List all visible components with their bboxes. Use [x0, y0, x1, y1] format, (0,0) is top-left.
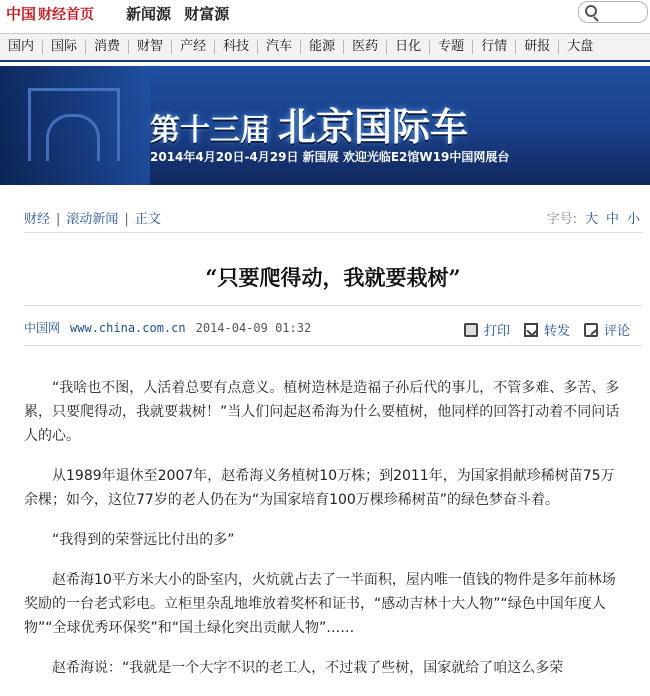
- nav-item-domestic[interactable]: 国内: [0, 40, 43, 54]
- gate-graphic: [0, 66, 150, 185]
- share-button[interactable]: [524, 320, 570, 339]
- nav-item-industry[interactable]: 产经: [172, 40, 215, 54]
- title-divider: [24, 305, 642, 306]
- top-links: [126, 3, 237, 24]
- font-size-large[interactable]: 大: [584, 212, 598, 227]
- channel-nav: [0, 33, 650, 62]
- article-meta: [24, 319, 311, 336]
- nav-item-market[interactable]: 行情: [473, 40, 516, 54]
- logo-main: 中国: [6, 5, 37, 23]
- search-icon[interactable]: [585, 5, 597, 17]
- breadcrumb-rolling-news[interactable]: 滚动新闻: [66, 212, 119, 227]
- share-label: 转发: [543, 324, 570, 339]
- comment-label: 评论: [603, 324, 630, 339]
- nav-item-consumption[interactable]: 消费: [86, 40, 129, 54]
- banner-title-event: 北京国际车: [278, 105, 469, 149]
- print-button[interactable]: [464, 320, 510, 339]
- font-size-label: 字号:: [546, 212, 577, 227]
- article-paragraph: “我啥也不图，人活着总要有点意义。植树造林是造福子孙后代的事儿，不管多难、多苦、多累，只要爬得动，我就要栽树！”当人们问起赵希海为什么要植树，他同样的回答打动着不同问话人的心。: [24, 380, 620, 444]
- nav-item-international[interactable]: 国际: [43, 40, 86, 54]
- article-body: [24, 376, 624, 696]
- nav-item-tech[interactable]: 科技: [215, 40, 258, 54]
- breadcrumb-separator: |: [124, 212, 129, 227]
- breadcrumb-current: 正文: [134, 212, 161, 227]
- nav-item-chemicals[interactable]: 日化: [387, 40, 430, 54]
- article-title: “只要爬得动，我就要栽树”: [205, 265, 461, 290]
- article-paragraph: 赵希海10平方米大小的卧室内，火炕就占去了一半面积，屋内唯一值钱的物件是多年前林场奖励的一台老式彩电。立柜里杂乱地堆放着奖杯和证书，“感动吉林十大人物”“绿色中国年度人物”“全球优秀环保奖”和“国土绿化突出贡献人物”……: [24, 572, 616, 636]
- article-paragraph: 从1989年退休至2007年，赵希海义务植树10万株；到2011年，为国家捐献珍稀树苗75万余棵；如今，这位77岁的老人仍在为“为国家培育100万棵珍稀树苗”的绿色梦奋斗着。: [24, 468, 615, 508]
- breadcrumb-separator: |: [56, 212, 61, 227]
- top-link-news-source[interactable]: 新闻源: [126, 5, 172, 23]
- site-logo[interactable]: [6, 3, 94, 24]
- printer-icon: [464, 323, 478, 337]
- nav-item-energy[interactable]: 能源: [301, 40, 344, 54]
- search-input[interactable]: [578, 1, 648, 23]
- top-link-wealth-source[interactable]: 财富源: [184, 5, 230, 23]
- article-site[interactable]: www.china.com.cn: [70, 321, 186, 335]
- article-paragraph: 赵希海说：“我就是一个大字不识的老工人，不过栽了些树，国家就给了咱这么多荣: [52, 660, 564, 676]
- nav-item-research[interactable]: 研报: [516, 40, 559, 54]
- meta-divider: [24, 345, 642, 346]
- article-datetime: 2014-04-09 01:32: [195, 321, 312, 335]
- print-label: 打印: [483, 324, 510, 339]
- nav-item-auto[interactable]: 汽车: [258, 40, 301, 54]
- article-tools: [450, 320, 630, 339]
- header-divider: [24, 232, 642, 233]
- forward-icon: [524, 323, 538, 337]
- nav-item-special[interactable]: 专题: [430, 40, 473, 54]
- logo-sub: 财经首页: [38, 7, 95, 23]
- font-size-small[interactable]: 小: [626, 212, 640, 227]
- article-source[interactable]: 中国网: [24, 321, 61, 335]
- banner-title: [150, 96, 468, 151]
- nav-item-index[interactable]: 大盘: [567, 39, 594, 54]
- article-subheading: “我得到的荣誉远比付出的多”: [52, 532, 235, 548]
- top-bar: [0, 0, 650, 28]
- banner-title-edition: 第十三届: [150, 113, 270, 148]
- font-size-medium[interactable]: 中: [605, 212, 619, 227]
- nav-item-wisdom[interactable]: 财智: [129, 40, 172, 54]
- font-size-control: [547, 208, 640, 227]
- edit-comment-icon: [584, 323, 598, 337]
- nav-item-medicine[interactable]: 医药: [344, 40, 387, 54]
- banner-subtitle: 2014年4月20日-4月29日 新国展 欢迎光临E2馆W19中国网展台: [150, 150, 510, 164]
- breadcrumb-finance[interactable]: 财经: [24, 212, 51, 227]
- comment-button[interactable]: [584, 320, 630, 339]
